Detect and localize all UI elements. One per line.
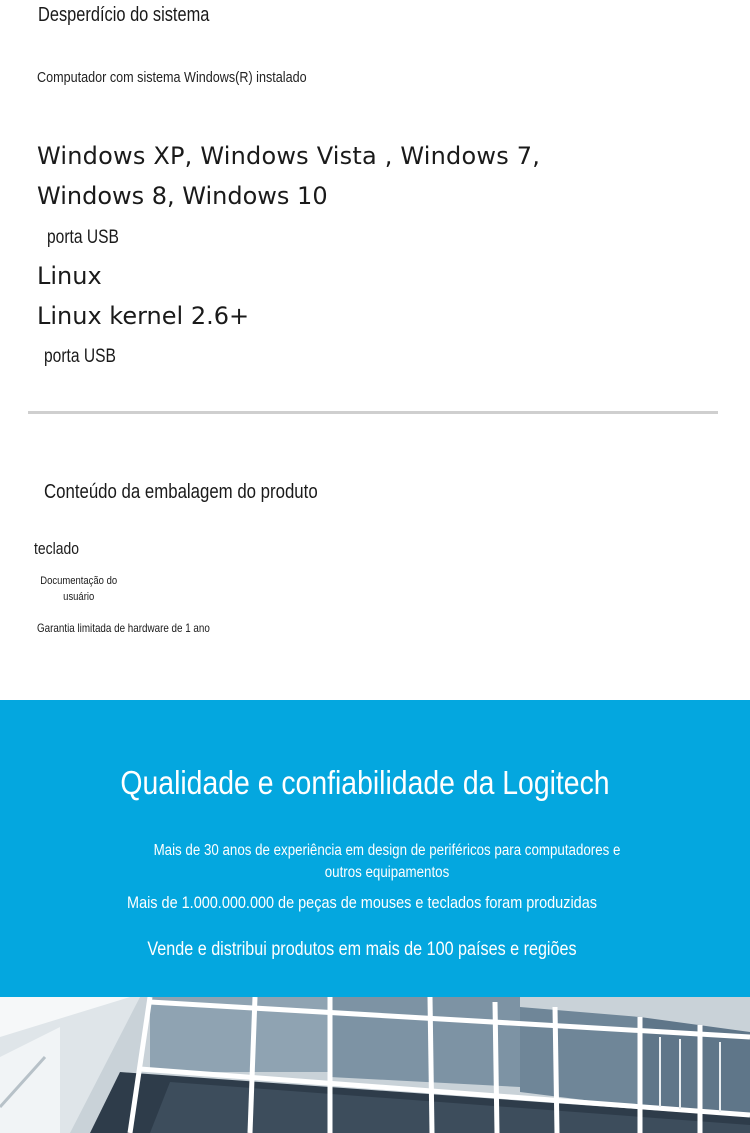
package-item-keyboard: teclado bbox=[34, 539, 79, 558]
system-requirements-description: Computador com sistema Windows(R) instalado bbox=[37, 69, 307, 86]
package-item-warranty: Garantia limitada de hardware de 1 ano bbox=[37, 621, 210, 635]
section-divider bbox=[28, 411, 718, 414]
quality-point-experience bbox=[54, 840, 720, 884]
office-building-photo bbox=[0, 997, 750, 1133]
quality-point-experience-line-2: outros equipamentos bbox=[324, 864, 450, 881]
linux-usb-port: porta USB bbox=[44, 346, 116, 367]
linux-kernel-version: Linux kernel 2.6+ bbox=[37, 302, 250, 330]
package-doc-line-1: Documentação do bbox=[40, 575, 118, 587]
quality-banner bbox=[0, 700, 750, 997]
package-contents-title: Conteúdo da embalagem do produto bbox=[44, 481, 318, 503]
package-item-documentation bbox=[40, 573, 117, 605]
quality-point-production: Mais de 1.000.000.000 de peças de mouses e teclados foram produzidas bbox=[127, 893, 597, 912]
quality-title: Qualidade e confiabilidade da Logitech bbox=[120, 764, 610, 801]
quality-point-distribution: Vende e distribui produtos em mais de 100 países e regiões bbox=[147, 939, 577, 960]
windows-versions-line-2: Windows 8, Windows 10 bbox=[37, 182, 328, 210]
system-requirements-title: Desperdício do sistema bbox=[38, 4, 210, 26]
windows-versions-line-1: Windows XP, Windows Vista , Windows 7, bbox=[37, 142, 541, 170]
windows-usb-port: porta USB bbox=[47, 227, 119, 248]
quality-point-experience-line-1: Mais de 30 anos de experiência em design de periféricos para computadores e bbox=[153, 842, 621, 859]
linux-label: Linux bbox=[37, 262, 102, 290]
package-doc-line-2: usuário bbox=[63, 591, 95, 603]
building-facade-illustration bbox=[0, 997, 750, 1133]
